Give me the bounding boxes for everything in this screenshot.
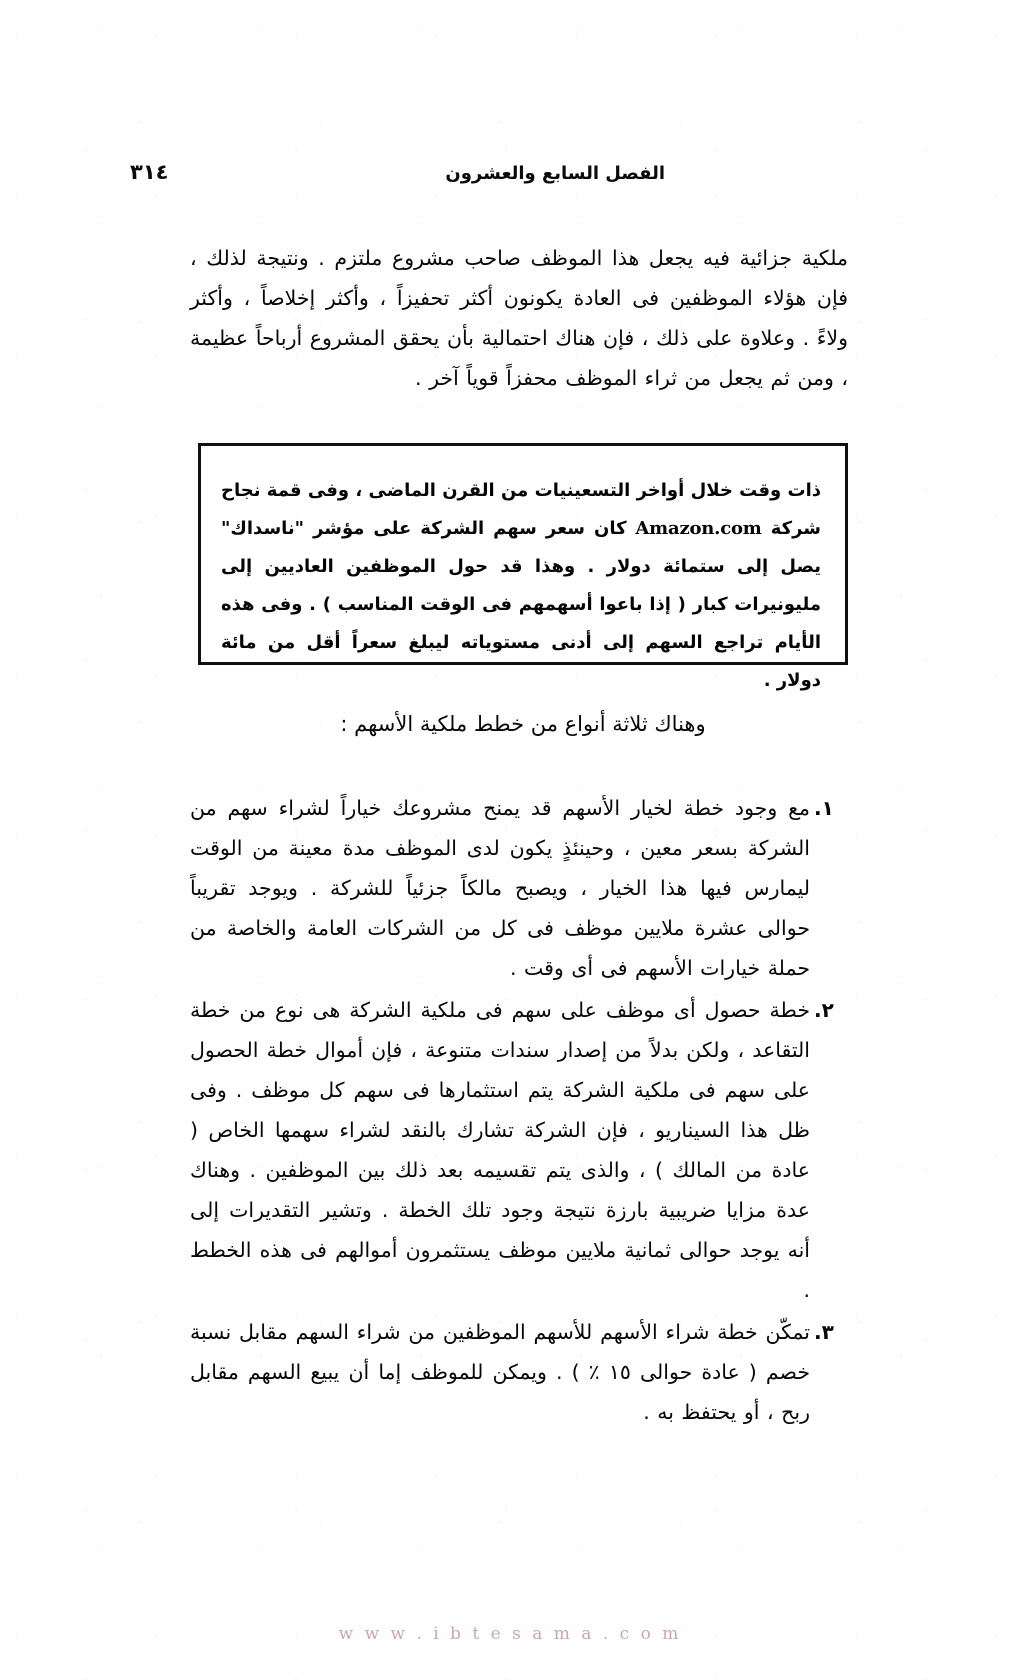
callout-box — [198, 443, 848, 691]
callout-text — [221, 472, 821, 700]
list-item — [190, 1312, 848, 1432]
running-header — [130, 160, 870, 184]
list-item-marker: ٢. — [814, 998, 834, 1022]
list-item-text: مع وجود خطة لخيار الأسهم قد يمنح مشروعك خياراً لشراء سهم من الشركة بسعر معين ، وحينئذٍ يكون لدى الموظف مدة معينة من الوقت ليمارس فيها هذا الخيار ، ويصبح مالكاً جزئياً للشركة . ويوجد تقريباً حوالى عشرة ملايين موظف فى كل من الشركات العامة والخاصة من حملة خيارات الأسهم فى أى وقت . — [190, 796, 810, 980]
list-item — [190, 990, 848, 1310]
list-item-text: تمكّن خطة شراء الأسهم للأسهم الموظفين من شراء السهم مقابل نسبة خصم ( عادة حوالى ١٥ ٪ ) . ويمكن للموظف إما أن يبيع السهم مقابل ربح ، أو يحتفظ به . — [190, 1320, 810, 1424]
intro-paragraph: ملكية جزائية فيه يجعل هذا الموظف صاحب مشروع ملتزم . ونتيجة لذلك ، فإن هؤلاء الموظفين فى العادة يكونون أكثر تحفيزاً ، وأكثر إخلاصاً ، وأكثر ولاءً . وعلاوة على ذلك ، فإن هناك احتمالية بأن يحقق المشروع أرباحاً عظيمة ، ومن ثم يجعل من ثراء الموظف محفزاً قوياً آخر . — [190, 246, 848, 390]
callout-text-part-2: كان سعر سهم الشركة على مؤشر "ناسداك" يصل إلى ستمائة دولار . وهذا قد حول الموظفين العاديين إلى مليونيرات كبار ( إذا باعوا أسهمهم فى الوقت المناسب ) . وفى هذه الأيام تراجع السهم إلى أدنى مستوياته ليبلغ سعراً أقل من مائة دولار . — [221, 518, 821, 691]
amazon-brand-name: Amazon.com — [635, 518, 762, 539]
callout-text-part-1: ذات وقت خلال أواخر التسعينيات من القرن الماضى ، وفى قمة نجاح شركة — [221, 480, 821, 539]
intro-paragraph-block — [190, 238, 848, 398]
list-item — [190, 788, 848, 988]
callout-inner — [201, 446, 845, 710]
list-item-text: خطة حصول أى موظف على سهم فى ملكية الشركة هى نوع من خطة التقاعد ، ولكن بدلاً من إصدار سندات متنوعة ، فإن أموال خطة الحصول على سهم فى ملكية الشركة يتم استثمارها فى سهم كل موظف . وفى ظل هذا السيناريو ، فإن الشركة تشارك بالنقد لشراء سهمها الخاص ( عادة من المالك ) ، والذى يتم تقسيمه بعد ذلك بين الموظفين . وهناك عدة مزايا ضريبية بارزة نتيجة وجود تلك الخطة . وتشير التقديرات إلى أنه يوجد حوالى ثمانية ملايين موظف يستثمرون أموالهم فى هذه الخطط . — [190, 998, 810, 1302]
chapter-title: الفصل السابع والعشرون — [445, 163, 665, 184]
footer-watermark — [0, 1624, 1020, 1644]
list-lead-in: وهناك ثلاثة أنواع من خطط ملكية الأسهم : — [340, 712, 706, 736]
footer-watermark-text: w w w . i b t e s a m a . c o m — [338, 1624, 682, 1644]
list-item-marker: ٣. — [814, 1320, 834, 1344]
numbered-list — [190, 788, 848, 1434]
page-number: ٣١٤ — [130, 160, 169, 184]
list-item-marker: ١. — [814, 796, 834, 820]
